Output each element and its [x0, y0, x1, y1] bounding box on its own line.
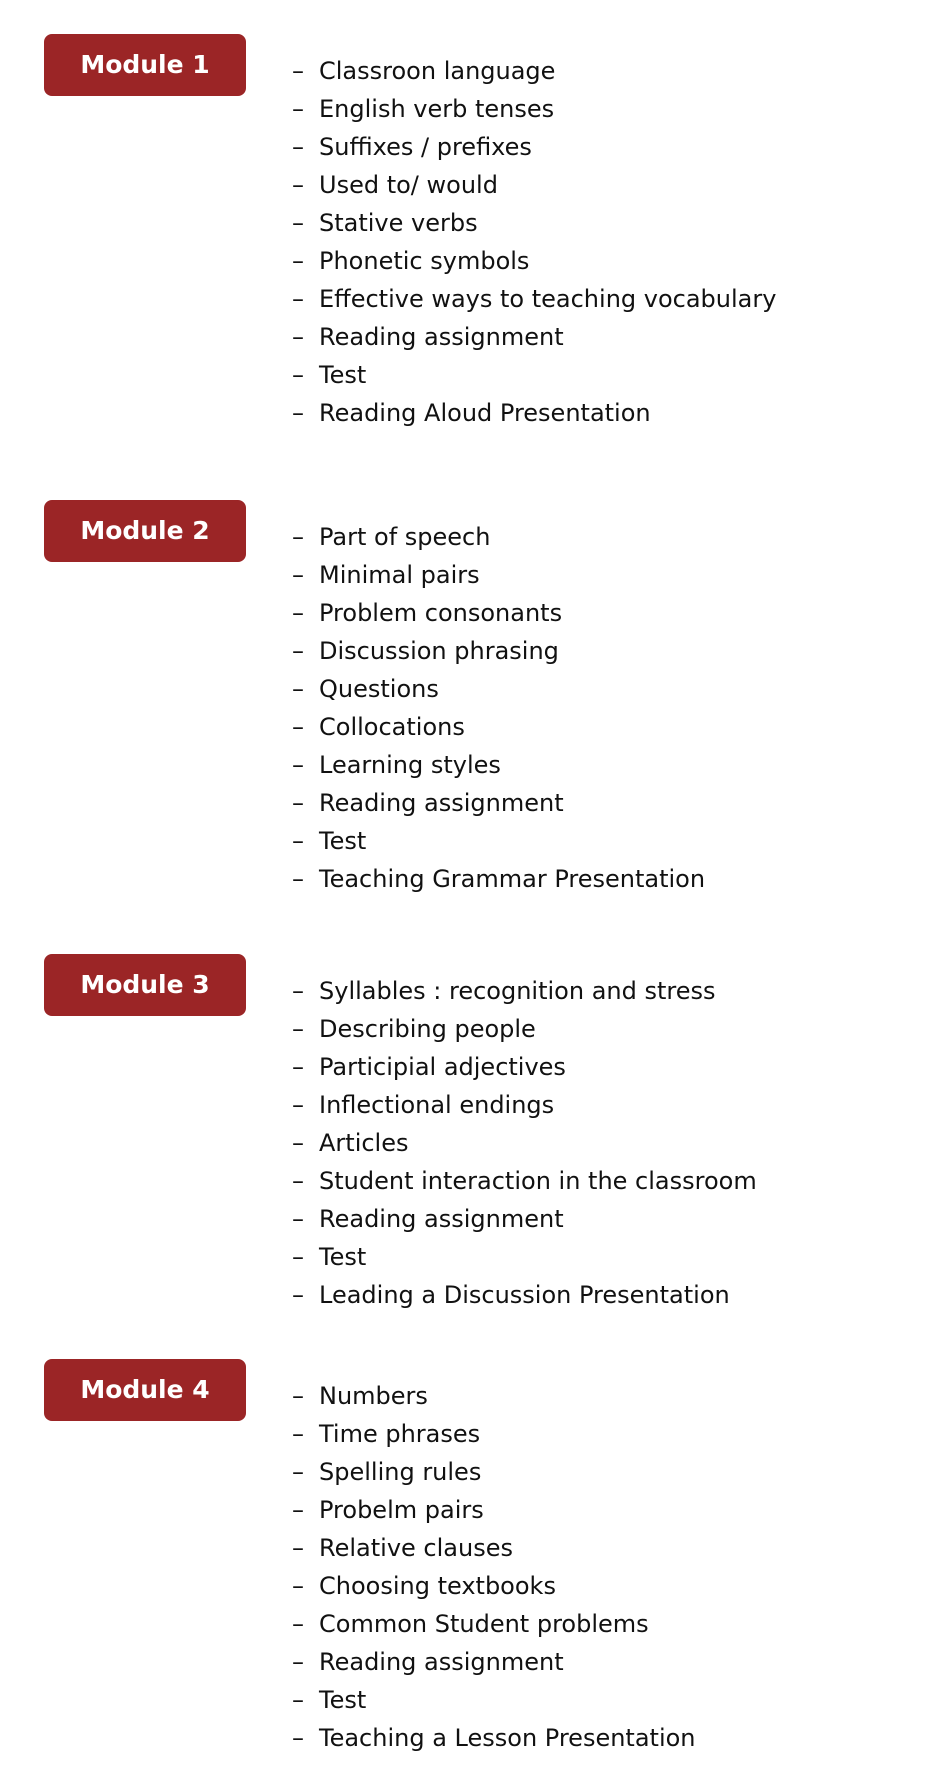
dash-bullet-icon: –: [292, 1382, 304, 1410]
list-item: [292, 1238, 757, 1276]
list-item: [292, 128, 776, 166]
dash-bullet-icon: –: [292, 323, 304, 351]
topic-text: Minimal pairs: [319, 561, 480, 589]
dash-bullet-icon: –: [292, 1420, 304, 1448]
topic-text: Used to/ would: [319, 171, 498, 199]
topic-text: Suffixes / prefixes: [319, 133, 532, 161]
list-item: [292, 708, 705, 746]
list-item: [292, 1086, 757, 1124]
dash-bullet-icon: –: [292, 977, 304, 1005]
dash-bullet-icon: –: [292, 827, 304, 855]
dash-bullet-icon: –: [292, 1091, 304, 1119]
topic-text: Effective ways to teaching vocabulary: [319, 285, 777, 313]
dash-bullet-icon: –: [292, 1686, 304, 1714]
module-badge: Module 3: [44, 954, 246, 1016]
module-badge: Module 4: [44, 1359, 246, 1421]
list-item: [292, 1605, 696, 1643]
dash-bullet-icon: –: [292, 789, 304, 817]
list-item: [292, 1491, 696, 1529]
list-item: [292, 280, 776, 318]
dash-bullet-icon: –: [292, 865, 304, 893]
topic-text: Common Student problems: [319, 1610, 649, 1638]
topic-text: Participial adjectives: [319, 1053, 566, 1081]
list-item: [292, 632, 705, 670]
topic-list: [292, 1377, 696, 1757]
list-item: [292, 860, 705, 898]
list-item: [292, 90, 776, 128]
list-item: [292, 166, 776, 204]
list-item: [292, 518, 705, 556]
topic-text: Inflectional endings: [319, 1091, 555, 1119]
topic-text: Probelm pairs: [319, 1496, 484, 1524]
dash-bullet-icon: –: [292, 209, 304, 237]
topic-text: Collocations: [319, 713, 465, 741]
list-item: [292, 356, 776, 394]
list-item: [292, 1415, 696, 1453]
dash-bullet-icon: –: [292, 1281, 304, 1309]
dash-bullet-icon: –: [292, 523, 304, 551]
topic-text: Reading assignment: [319, 789, 564, 817]
dash-bullet-icon: –: [292, 1053, 304, 1081]
dash-bullet-icon: –: [292, 57, 304, 85]
list-item: [292, 784, 705, 822]
topic-list: [292, 972, 757, 1314]
list-item: [292, 1681, 696, 1719]
dash-bullet-icon: –: [292, 133, 304, 161]
topic-text: Test: [319, 1243, 367, 1271]
dash-bullet-icon: –: [292, 1496, 304, 1524]
dash-bullet-icon: –: [292, 247, 304, 275]
dash-bullet-icon: –: [292, 95, 304, 123]
module-badge: Module 2: [44, 500, 246, 562]
dash-bullet-icon: –: [292, 675, 304, 703]
list-item: [292, 556, 705, 594]
topic-text: Articles: [319, 1129, 409, 1157]
list-item: [292, 1529, 696, 1567]
dash-bullet-icon: –: [292, 1534, 304, 1562]
dash-bullet-icon: –: [292, 1205, 304, 1233]
list-item: [292, 1453, 696, 1491]
list-item: [292, 594, 705, 632]
list-item: [292, 670, 705, 708]
dash-bullet-icon: –: [292, 171, 304, 199]
dash-bullet-icon: –: [292, 1458, 304, 1486]
list-item: [292, 822, 705, 860]
list-item: [292, 52, 776, 90]
list-item: [292, 204, 776, 242]
topic-text: Test: [319, 361, 367, 389]
list-item: [292, 1124, 757, 1162]
dash-bullet-icon: –: [292, 1015, 304, 1043]
dash-bullet-icon: –: [292, 399, 304, 427]
topic-text: Relative clauses: [319, 1534, 513, 1562]
dash-bullet-icon: –: [292, 361, 304, 389]
dash-bullet-icon: –: [292, 1724, 304, 1752]
topic-text: Stative verbs: [319, 209, 478, 237]
list-item: [292, 1162, 757, 1200]
dash-bullet-icon: –: [292, 561, 304, 589]
topic-text: Problem consonants: [319, 599, 563, 627]
topic-text: English verb tenses: [319, 95, 555, 123]
dash-bullet-icon: –: [292, 637, 304, 665]
topic-text: Numbers: [319, 1382, 428, 1410]
dash-bullet-icon: –: [292, 1648, 304, 1676]
topic-text: Reading Aloud Presentation: [319, 399, 651, 427]
dash-bullet-icon: –: [292, 285, 304, 313]
topic-text: Questions: [319, 675, 439, 703]
topic-text: Test: [319, 1686, 367, 1714]
dash-bullet-icon: –: [292, 713, 304, 741]
dash-bullet-icon: –: [292, 1610, 304, 1638]
dash-bullet-icon: –: [292, 1167, 304, 1195]
topic-text: Discussion phrasing: [319, 637, 559, 665]
topic-list: [292, 518, 705, 898]
list-item: [292, 1010, 757, 1048]
topic-text: Reading assignment: [319, 1648, 564, 1676]
topic-text: Leading a Discussion Presentation: [319, 1281, 730, 1309]
list-item: [292, 394, 776, 432]
list-item: [292, 1377, 696, 1415]
topic-text: Time phrases: [319, 1420, 481, 1448]
list-item: [292, 1200, 757, 1238]
list-item: [292, 242, 776, 280]
topic-text: Teaching Grammar Presentation: [319, 865, 706, 893]
list-item: [292, 1567, 696, 1605]
topic-text: Part of speech: [319, 523, 491, 551]
list-item: [292, 1048, 757, 1086]
topic-text: Choosing textbooks: [319, 1572, 556, 1600]
topic-text: Reading assignment: [319, 1205, 564, 1233]
topic-text: Classroon language: [319, 57, 556, 85]
topic-text: Reading assignment: [319, 323, 564, 351]
list-item: [292, 1276, 757, 1314]
dash-bullet-icon: –: [292, 1129, 304, 1157]
topic-text: Student interaction in the classroom: [319, 1167, 757, 1195]
dash-bullet-icon: –: [292, 1243, 304, 1271]
dash-bullet-icon: –: [292, 1572, 304, 1600]
topic-text: Spelling rules: [319, 1458, 482, 1486]
list-item: [292, 746, 705, 784]
list-item: [292, 972, 757, 1010]
list-item: [292, 1719, 696, 1757]
list-item: [292, 1643, 696, 1681]
topic-text: Phonetic symbols: [319, 247, 530, 275]
topic-text: Test: [319, 827, 367, 855]
topic-text: Learning styles: [319, 751, 501, 779]
list-item: [292, 318, 776, 356]
dash-bullet-icon: –: [292, 599, 304, 627]
topic-text: Syllables : recognition and stress: [319, 977, 716, 1005]
dash-bullet-icon: –: [292, 751, 304, 779]
module-badge: Module 1: [44, 34, 246, 96]
topic-text: Describing people: [319, 1015, 536, 1043]
topic-text: Teaching a Lesson Presentation: [319, 1724, 696, 1752]
topic-list: [292, 52, 776, 432]
